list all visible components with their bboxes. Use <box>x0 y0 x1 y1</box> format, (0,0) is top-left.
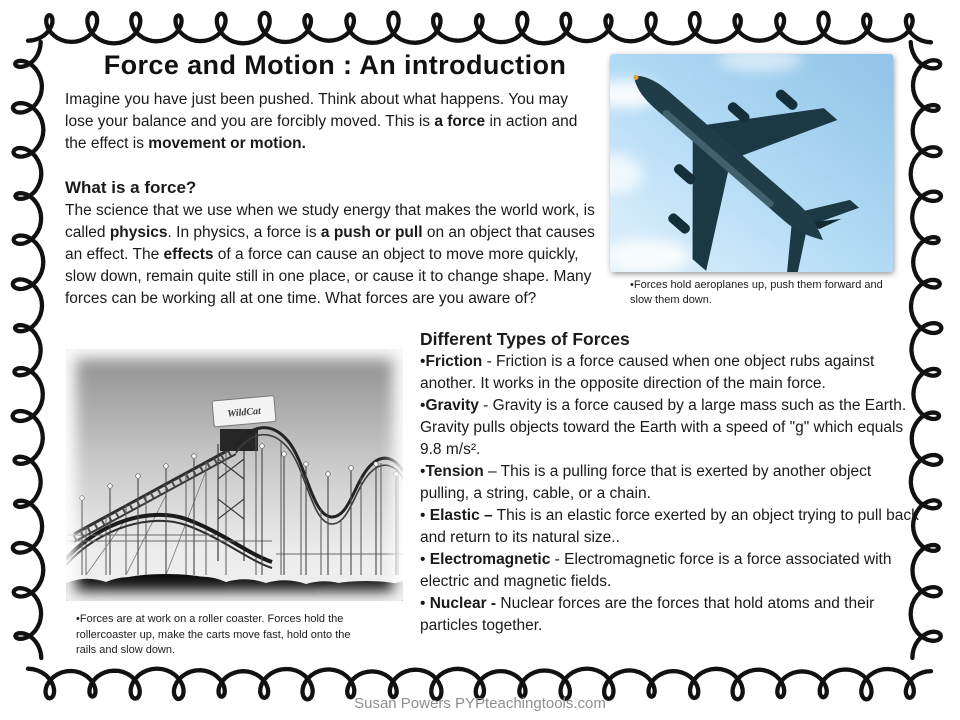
force-type-nuclear: • Nuclear - Nuclear forces are the forces that hold atoms and their particles together. <box>420 595 875 634</box>
airplane-caption: •Forces hold aeroplanes up, push them forward and slow them down. <box>630 279 883 306</box>
force-type-tension: •Tension – This is a pulling force that is exerted by another object pulling, a string, cable, or a chain. <box>420 463 872 502</box>
coaster-sign-text: WildCat <box>226 405 262 420</box>
rollercoaster-photo <box>66 349 403 601</box>
intro-paragraph: Imagine you have just been pushed. Think about what happens. You may lose your balance and you are forcibly moved. This is a force in action and the effect is movement or motion. <box>65 91 578 152</box>
page-title: Force and Motion : An introduction <box>103 50 567 80</box>
force-type-electromagnetic: • Electromagnetic - Electromagnetic force is a force associated with electric and magnetic fields. <box>420 551 892 590</box>
types-of-forces-list <box>420 351 924 637</box>
what-is-a-force-heading: What is a force? <box>65 178 197 197</box>
force-type-gravity: •Gravity - Gravity is a force caused by a large mass such as the Earth. Gravity pulls objects toward the Earth with a speed of "g" which equals 9.8 m/s². <box>420 397 907 458</box>
gray-sky <box>66 349 403 601</box>
force-type-friction: •Friction - Friction is a force caused when one object rubs against another. It works in the opposite direction of the main force. <box>420 353 875 392</box>
rollercoaster-figure <box>66 349 403 659</box>
types-of-forces-heading: Different Types of Forces <box>420 329 630 349</box>
airplane-photo <box>610 54 893 272</box>
force-type-elastic: • Elastic – This is an elastic force exerted by an object trying to pull back and return to its natural size.. <box>420 507 919 546</box>
rollercoaster-caption: •Forces are at work on a roller coaster. Forces hold the rollercoaster up, make the carts move fast, hold onto the rails and slow down. <box>76 613 351 656</box>
footer-credit: Susan Powers PYPteachingtools.com <box>354 695 606 712</box>
airplane-illustration <box>610 54 893 272</box>
what-is-a-force-paragraph: The science that we use when we study energy that makes the world work, is called physics. In physics, a force is a push or pull on an object that causes an effect. The effects of a force can cause an object to move more quickly, slow down, remain quite still in one place, or cause it to change shape. Many forces can be working all at one time. What forces are you aware of? <box>65 202 595 307</box>
airplane-figure <box>610 54 893 308</box>
rollercoaster-illustration <box>66 349 403 601</box>
